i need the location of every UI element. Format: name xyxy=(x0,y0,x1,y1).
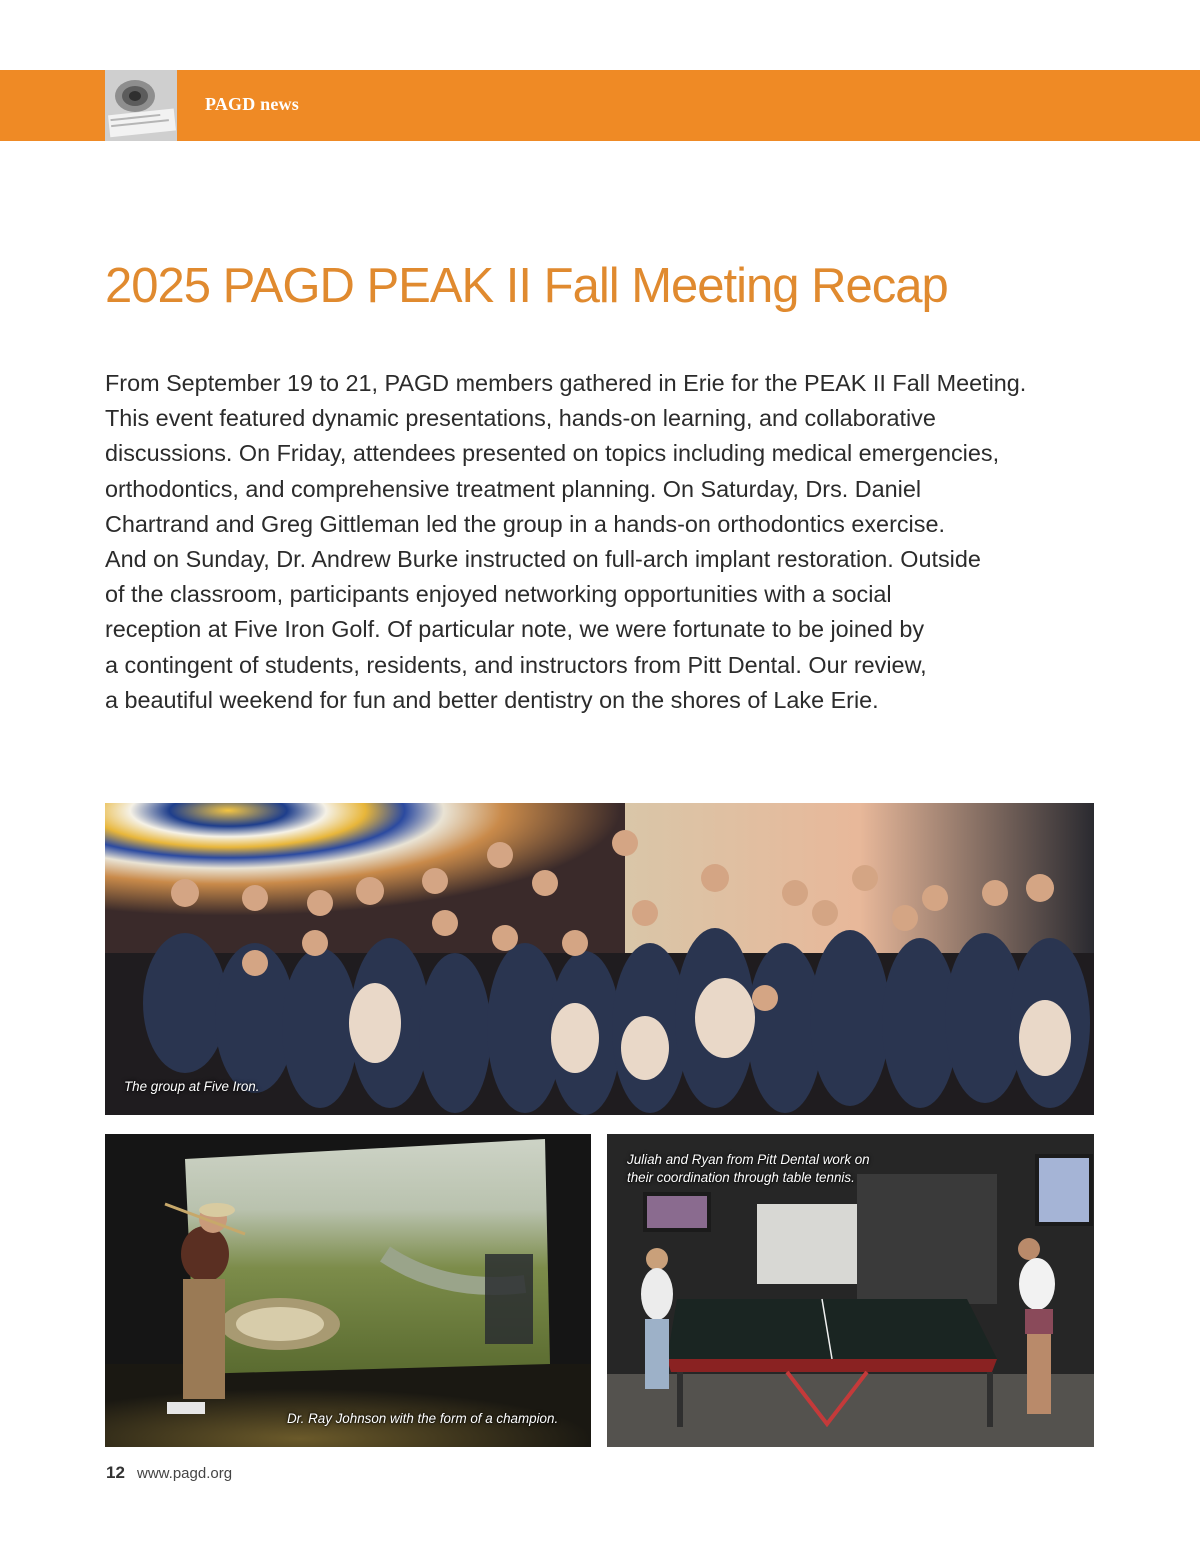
golf-photo xyxy=(105,1134,591,1447)
section-header-bar xyxy=(0,70,1200,141)
body-line: a beautiful weekend for fun and better dentistry on the shores of Lake Erie. xyxy=(105,686,879,713)
section-label: PAGD news xyxy=(205,94,299,114)
body-line: reception at Five Iron Golf. Of particular note, we were fortunate to be joined by xyxy=(105,616,925,643)
body-line: From September 19 to 21, PAGD members gathered in Erie for the PEAK II Fall Meeting. xyxy=(105,370,1027,396)
table-tennis-photo-caption xyxy=(627,1151,870,1187)
body-line: discussions. On Friday, attendees presented on topics including medical emergencies, xyxy=(105,440,1000,467)
caption-line: Juliah and Ryan from Pitt Dental work on xyxy=(627,1152,870,1167)
body-line: This event featured dynamic presentations, hands-on learning, and collaborative xyxy=(105,405,936,432)
body-line: orthodontics, and comprehensive treatment planning. On Saturday, Drs. Daniel xyxy=(105,475,922,502)
golf-photo-caption: Dr. Ray Johnson with the form of a champion. xyxy=(287,1411,559,1426)
table-tennis-photo xyxy=(607,1134,1094,1447)
body-line: And on Sunday, Dr. Andrew Burke instructed on full-arch implant restoration. Outside xyxy=(105,546,981,573)
body-line: a contingent of students, residents, and instructors from Pitt Dental. Our review, xyxy=(105,651,927,678)
website-url: www.pagd.org xyxy=(137,1465,233,1482)
page-number: 12 xyxy=(106,1463,125,1482)
article-title: 2025 PAGD PEAK II Fall Meeting Recap xyxy=(105,259,948,313)
group-photo xyxy=(105,803,1094,1115)
newspaper-icon xyxy=(105,70,177,141)
caption-line: their coordination through table tennis. xyxy=(627,1170,855,1185)
article-body xyxy=(105,366,1095,718)
body-line: of the classroom, participants enjoyed networking opportunities with a social xyxy=(105,581,892,608)
body-line: Chartrand and Greg Gittleman led the group in a hands-on orthodontics exercise. xyxy=(105,510,945,537)
group-photo-caption: The group at Five Iron. xyxy=(124,1079,260,1094)
